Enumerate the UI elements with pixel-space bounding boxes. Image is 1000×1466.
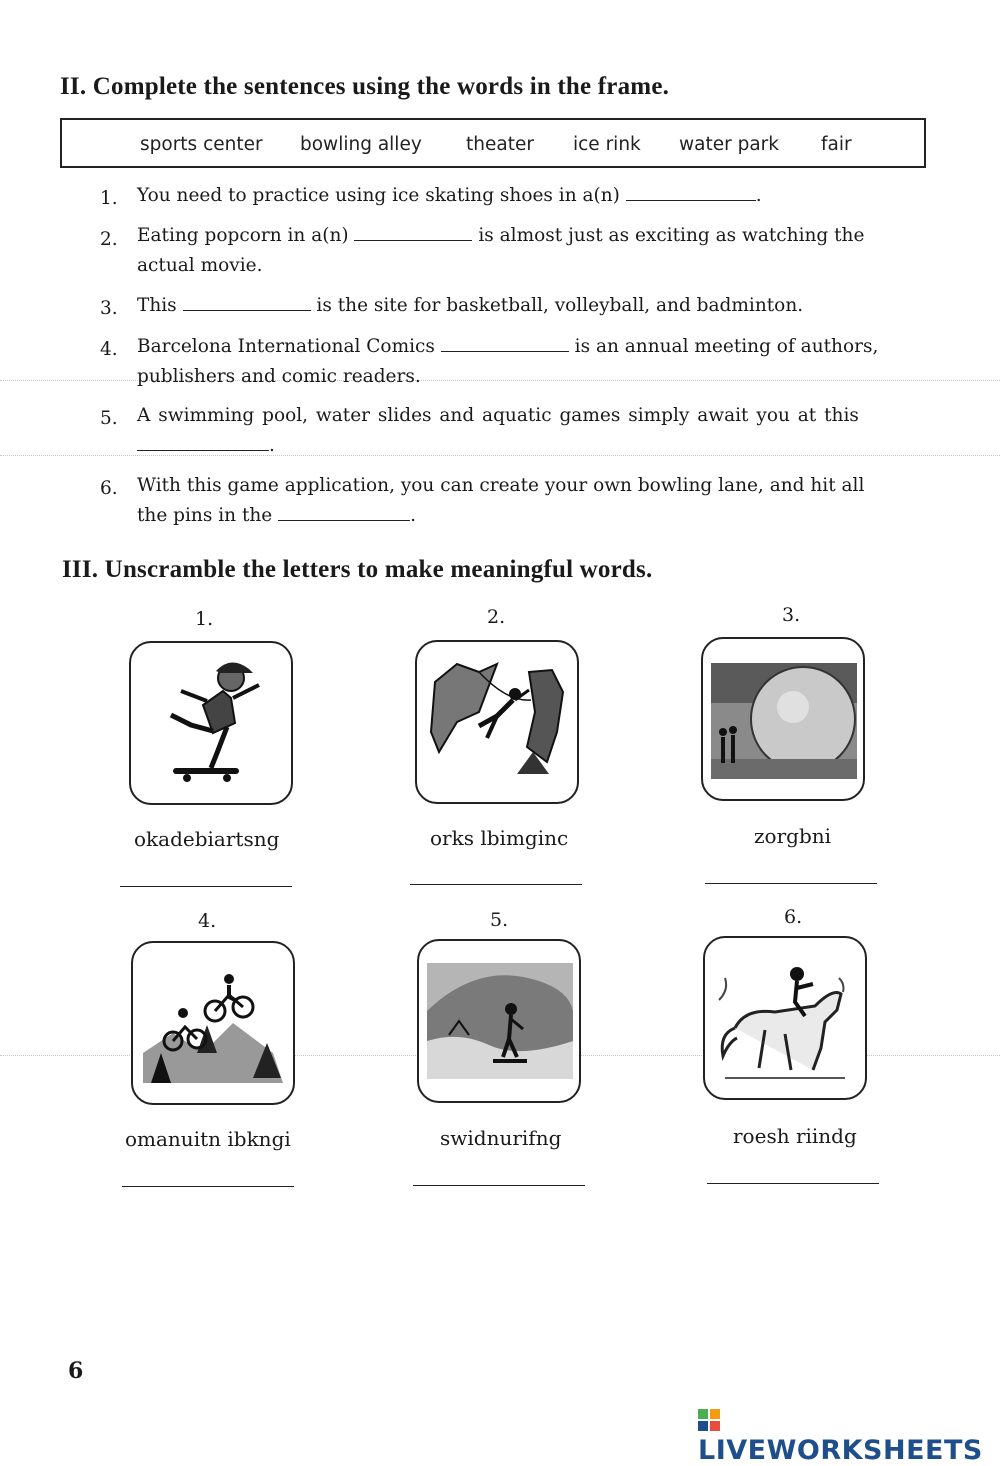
sentence-6: With this game application, you can create your own bowling lane, and hit all the pins in the . [137,475,865,526]
card-5 [417,939,581,1103]
answer-blank-5[interactable] [137,432,269,451]
card-2 [415,640,579,804]
sentence-2: Eating popcorn in a(n) is almost just as exciting as watching the actual movie. [137,221,932,281]
scrambled-word-4: omanuitn ibkngi [125,1127,291,1151]
picture-number: 5. [490,909,509,931]
picture-number: 6. [784,906,803,928]
sentence-1: You need to practice using ice skating shoes in a(n) . [137,181,932,211]
section-2-heading: II. Complete the sentences using the words in the frame. [60,73,670,100]
answer-blank-3[interactable] [183,292,311,311]
frame-word: theater [466,134,534,155]
word-frame [60,118,926,168]
card-1 [129,641,293,805]
liveworksheets-logo [698,1404,1000,1466]
sentence-4: Barcelona International Comics is an annual meeting of authors, publishers and comic readers. [137,332,932,392]
picture-number: 1. [195,608,214,630]
scrambled-word-6: roesh riindg [733,1124,857,1148]
frame-word: sports center [140,134,263,155]
item-number: 4. [100,339,118,360]
item-number: 6. [100,478,118,499]
frame-word: fair [821,134,852,155]
frame-word: water park [679,134,779,155]
item-number: 1. [100,188,118,209]
liveworksheets-icon [698,1409,720,1431]
answer-line-6[interactable] [707,1183,879,1184]
rock-climber-picture [417,642,577,802]
item-number: 2. [100,229,118,250]
frame-word: bowling alley [300,134,422,155]
card-6 [703,936,867,1100]
answer-line-3[interactable] [705,883,877,884]
scrambled-word-3: zorgbni [754,824,832,848]
scrambled-word-2: orks lbimginc [430,826,569,850]
sentence-3: This is the site for basketball, volleyball, and badminton. [137,291,932,321]
card-4 [131,941,295,1105]
mountain-bikers-picture [133,943,293,1103]
answer-blank-2[interactable] [354,222,472,241]
frame-word: ice rink [573,134,641,155]
answer-blank-4[interactable] [441,333,569,352]
answer-line-5[interactable] [413,1185,585,1186]
answer-blank-6[interactable] [278,502,410,521]
horse-rider-picture [705,938,865,1098]
scrambled-word-5: swidnurifng [440,1126,562,1150]
windsurfer-picture [419,941,579,1101]
card-3 [701,637,865,801]
sentence-5: A swimming pool, water slides and aquatic games simply await you at this . [137,405,859,456]
skateboarder-picture [131,643,291,803]
page-number: 6 [68,1358,84,1384]
picture-number: 4. [198,910,217,932]
item-number: 3. [100,298,118,319]
answer-line-4[interactable] [122,1186,294,1187]
answer-line-2[interactable] [410,884,582,885]
picture-number: 3. [782,604,801,626]
section-3-heading: III. Unscramble the letters to make meaningful words. [62,556,653,583]
item-number: 5. [100,408,118,429]
answer-blank-1[interactable] [626,182,756,201]
picture-number: 2. [487,606,506,628]
zorb-ball-picture [703,639,863,799]
answer-line-1[interactable] [120,886,292,887]
brand-text: LIVEWORKSHEETS [698,1435,983,1466]
scrambled-word-1: okadebiartsng [134,827,280,851]
